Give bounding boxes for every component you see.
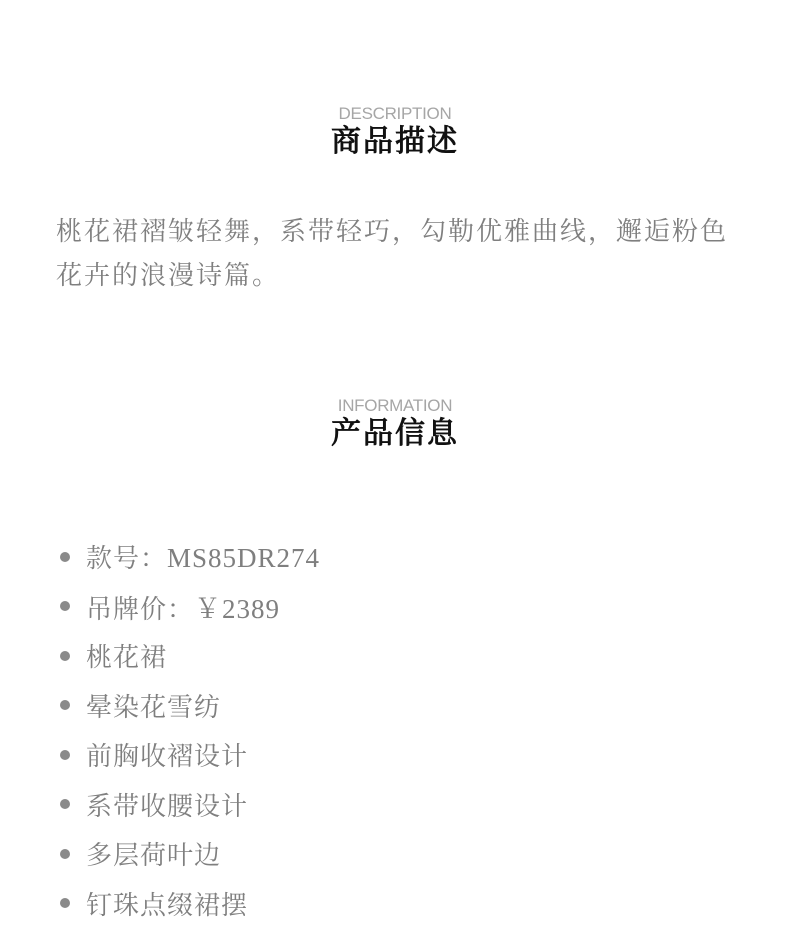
list-item-text: 系带收腰设计 — [86, 791, 249, 822]
list-item-text: 前胸收褶设计 — [86, 742, 249, 773]
list-item-text: 钉珠点缀裙摆 — [86, 890, 249, 921]
bullet-icon — [60, 601, 70, 611]
information-subtitle-en: INFORMATION — [337, 396, 453, 415]
list-item-text — [86, 587, 280, 626]
product-description-text: 桃花裙褶皱轻舞，系带轻巧，勾勒优雅曲线，邂逅粉色花卉的浪漫诗篇。 — [56, 217, 729, 291]
bullet-icon — [60, 849, 70, 859]
list-item — [60, 879, 320, 925]
list-item-text: 桃花裙 — [86, 643, 168, 674]
list-item — [60, 780, 320, 830]
description-title: 商品描述 — [331, 124, 459, 159]
description-subtitle-en: DESCRIPTION — [338, 104, 452, 123]
bullet-icon — [60, 552, 70, 562]
product-info-list — [60, 532, 320, 925]
info-label: 吊牌价： — [86, 594, 195, 625]
bullet-icon — [60, 651, 70, 661]
bullet-icon — [60, 700, 70, 710]
list-item-text: 晕染花雪纺 — [86, 692, 222, 723]
list-item-style-number — [60, 532, 320, 582]
bullet-icon — [60, 750, 70, 760]
bullet-icon — [60, 799, 70, 809]
info-label: 款号： — [86, 544, 168, 575]
information-title: 产品信息 — [331, 416, 459, 451]
description-header — [0, 104, 790, 160]
bullet-icon — [60, 898, 70, 908]
information-header — [0, 396, 790, 452]
list-item — [60, 631, 320, 681]
list-item — [60, 730, 320, 780]
list-item-text — [86, 538, 320, 575]
list-item-tag-price — [60, 582, 320, 632]
info-value: ￥2389 — [194, 593, 281, 624]
list-item — [60, 681, 320, 731]
list-item-text: 多层荷叶边 — [86, 841, 222, 872]
info-value: MS85DR274 — [167, 543, 321, 574]
list-item — [60, 829, 320, 879]
